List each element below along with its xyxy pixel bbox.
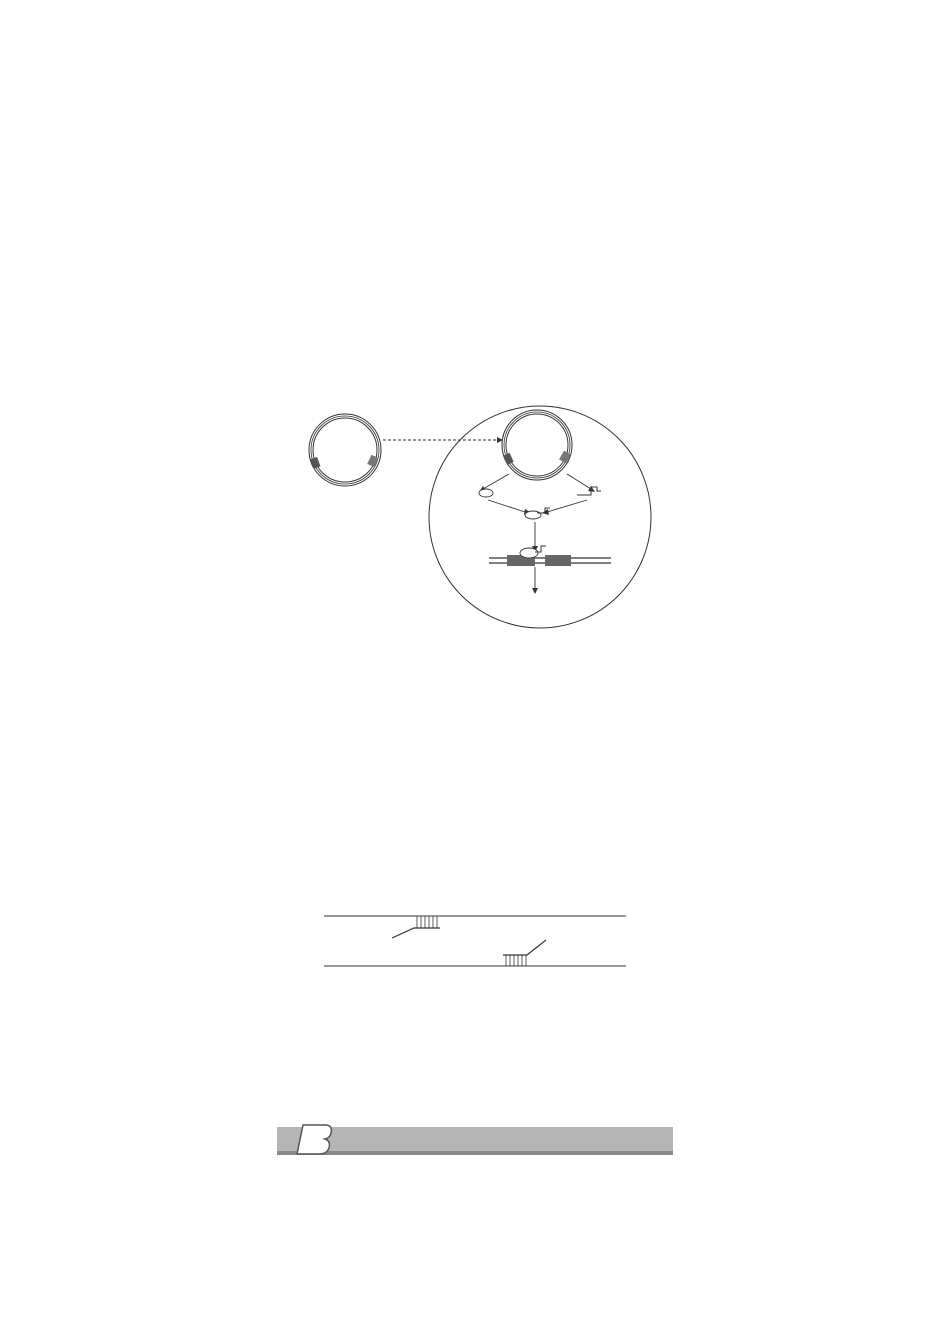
- section-b-badge: [297, 1125, 331, 1154]
- right-plasmid-ring: [504, 412, 570, 478]
- section-banner: [277, 1121, 673, 1157]
- pcr-diagram: [320, 906, 630, 972]
- crispr-diagram: [285, 400, 665, 630]
- complex-shape: [525, 511, 541, 519]
- right-primer: [503, 940, 546, 955]
- cas9-protein-shape: [479, 489, 493, 497]
- banner-bg: [277, 1127, 673, 1155]
- left-primer: [392, 928, 440, 938]
